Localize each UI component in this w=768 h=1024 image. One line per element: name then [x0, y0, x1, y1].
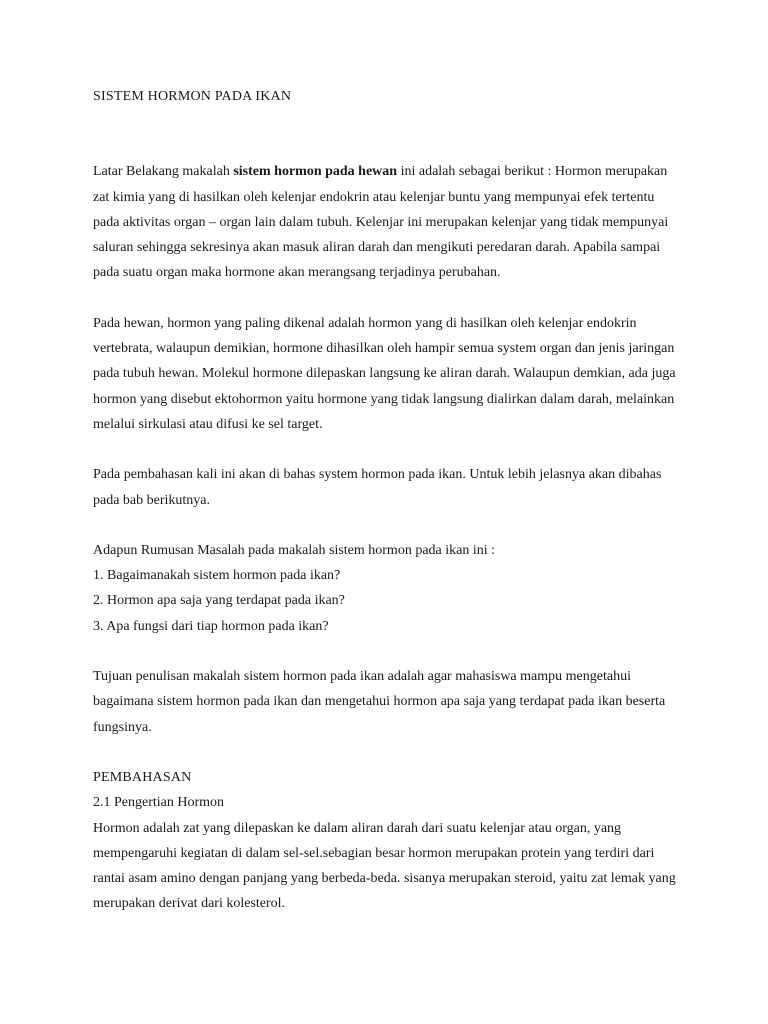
- paragraph-pembahasan: Pada pembahasan kali ini akan di bahas system hormon pada ikan. Untuk lebih jelasnya akan dibahas pada bab berikutnya.: [93, 467, 662, 508]
- subsection-heading: 2.1 Pengertian Hormon: [93, 795, 225, 811]
- intro-suffix: ini adalah sebagai berikut : Hormon merupakan zat kimia yang di hasilkan oleh kelenjar endokrin atau kelenjar buntu yang mempunyai efek tertentu pada aktivitas organ – organ lain dalam tubuh. Kelenjar ini merupakan kelenjar yang tidak mempunyai saluran sehingga sekresinya akan masuk aliran darah dan mengikuti peredaran darah. Apabila sampai pada suatu organ maka hormone akan merangsang terjadinya perubahan.: [93, 164, 669, 281]
- intro-paragraph: [93, 159, 683, 285]
- document-title: SISTEM HORMON PADA IKAN: [93, 89, 292, 104]
- problem-item: 2. Hormon apa saja yang terdapat pada ikan?: [93, 593, 345, 609]
- problem-intro: Adapun Rumusan Masalah pada makalah sistem hormon pada ikan ini :: [93, 542, 496, 558]
- objective-paragraph: Tujuan penulisan makalah sistem hormon pada ikan adalah agar mahasiswa mampu mengetahui bagaimana sistem hormon pada ikan dan mengetahui hormon apa saja yang terdapat pada ikan beserta fungsinya.: [93, 669, 666, 735]
- document-content: [93, 84, 683, 917]
- problem-item: 1. Bagaimanakah sistem hormon pada ikan?: [93, 568, 341, 584]
- paragraph-hewan: Pada hewan, hormon yang paling dikenal adalah hormon yang di hasilkan oleh kelenjar endokrin vertebrata, walaupun demikian, hormone dihasilkan oleh hampir semua system organ dan jenis jaringan pada tubuh hewan. Molekul hormone dilepaskan langsung ke aliran darah. Walaupun demkian, ada juga hormon yang disebut ektohormon yaitu hormone yang tidak langsung dialirkan dalam darah, melainkan melalui sirkulasi atau difusi ke sel target.: [93, 315, 676, 432]
- intro-prefix: Latar Belakang makalah: [93, 164, 234, 180]
- problem-item: 3. Apa fungsi dari tiap hormon pada ikan?: [93, 618, 329, 634]
- subsection-paragraph: Hormon adalah zat yang dilepaskan ke dalam aliran darah dari suatu kelenjar atau organ, yang mempengaruhi kegiatan di dalam sel-sel.sebagian besar hormon merupakan protein yang terdiri dari rantai asam amino dengan panjang yang berbeda-beda. sisanya merupakan steroid, yaitu zat lemak yang merupakan derivat dari kolesterol.: [93, 820, 676, 912]
- intro-bold-term: sistem hormon pada hewan: [233, 164, 398, 180]
- section-pembahasan: [93, 765, 683, 917]
- problem-list-block: [93, 538, 683, 639]
- section-heading: PEMBAHASAN: [93, 769, 192, 785]
